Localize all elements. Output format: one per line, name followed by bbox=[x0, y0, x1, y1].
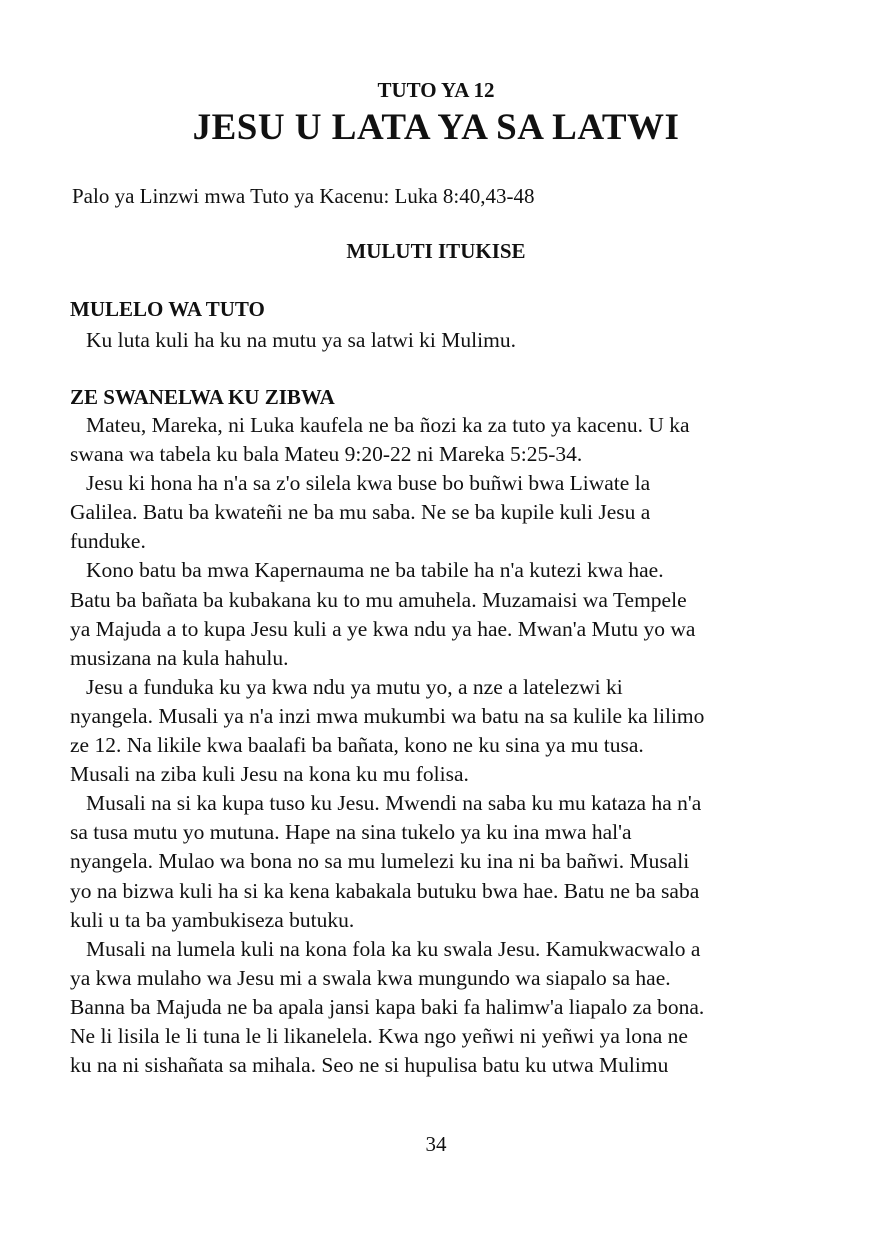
aim-heading: MULELO WA TUTO bbox=[70, 297, 265, 321]
text-line: ya kwa mulaho wa Jesu mi a swala kwa mungundo wa siapalo sa hae. bbox=[70, 965, 671, 990]
text-line: kuli u ta ba yambukiseza butuku. bbox=[70, 907, 355, 932]
scripture-passage: Palo ya Linzwi mwa Tuto ya Kacenu: Luka 8:40,43-48 bbox=[72, 184, 535, 208]
lesson-number: TUTO YA 12 bbox=[377, 78, 495, 102]
text-line: musizana na kula hahulu. bbox=[70, 645, 289, 670]
text-line: funduke. bbox=[70, 529, 146, 554]
memory-verse-heading: MULUTI ITUKISE bbox=[346, 239, 526, 263]
background-heading: ZE SWANELWA KU ZIBWA bbox=[70, 385, 335, 409]
text-line: Kono batu ba mwa Kapernauma ne ba tabile ha n'a kutezi kwa hae. bbox=[86, 558, 664, 583]
text-line: Galilea. Batu ba kwateñi ne ba mu saba. Ne se ba kupile kuli Jesu a bbox=[70, 500, 651, 525]
text-line: Banna ba Majuda ne ba apala jansi kapa baki fa halimw'a liapalo za bona. bbox=[70, 994, 705, 1019]
text-line: Musali na si ka kupa tuso ku Jesu. Mwendi na saba ku mu kataza ha n'a bbox=[86, 791, 702, 816]
text-line: Jesu ki hona ha n'a sa z'o silela kwa buse bo buñwi bwa Liwate la bbox=[86, 471, 651, 496]
text-line: sa tusa mutu yo mutuna. Hape na sina tukelo ya ku ina mwa hal'a bbox=[70, 820, 632, 845]
text-line: Jesu a funduka ku ya kwa ndu ya mutu yo, a nze a latelezwi ki bbox=[86, 674, 623, 699]
text-line: yo na bizwa kuli ha si ka kena kabakala butuku bwa hae. Batu ne ba saba bbox=[70, 878, 700, 903]
text-line: ze 12. Na likile kwa baalafi ba bañata, kono ne ku sina ya mu tusa. bbox=[70, 733, 644, 758]
text-line: ku na ni sishañata sa mihala. Seo ne si hupulisa batu ku utwa Mulimu bbox=[70, 1053, 669, 1078]
text-line: Ne li lisila le li tuna le li likanelela. Kwa ngo yeñwi ni yeñwi ya lona ne bbox=[70, 1023, 688, 1048]
background-text bbox=[70, 411, 810, 1080]
text-line: swana wa tabela ku bala Mateu 9:20-22 ni Mareka 5:25-34. bbox=[70, 442, 583, 467]
text-line: nyangela. Mulao wa bona no sa mu lumelezi ku ina ni ba bañwi. Musali bbox=[70, 849, 690, 874]
text-line: Batu ba bañata ba kubakana ku to mu amuhela. Muzamaisi wa Tempele bbox=[70, 587, 687, 612]
text-line: Musali na lumela kuli na kona fola ka ku swala Jesu. Kamukwacwalo a bbox=[86, 936, 701, 961]
lesson-title: JESU U LATA YA SA LATWI bbox=[192, 107, 680, 148]
text-line: Musali na ziba kuli Jesu na kona ku mu folisa. bbox=[70, 762, 469, 787]
text-line: Mateu, Mareka, ni Luka kaufela ne ba ñozi ka za tuto ya kacenu. U ka bbox=[86, 413, 690, 437]
text-line: ya Majuda a to kupa Jesu kuli a ye kwa ndu ya hae. Mwan'a Mutu yo wa bbox=[70, 616, 696, 641]
page-number: 34 bbox=[425, 1132, 447, 1156]
aim-text bbox=[70, 326, 810, 355]
text-line: nyangela. Musali ya n'a inzi mwa mukumbi wa batu na sa kulile ka lilimo bbox=[70, 703, 705, 728]
text-line: Ku luta kuli ha ku na mutu ya sa latwi ki Mulimu. bbox=[86, 328, 516, 352]
